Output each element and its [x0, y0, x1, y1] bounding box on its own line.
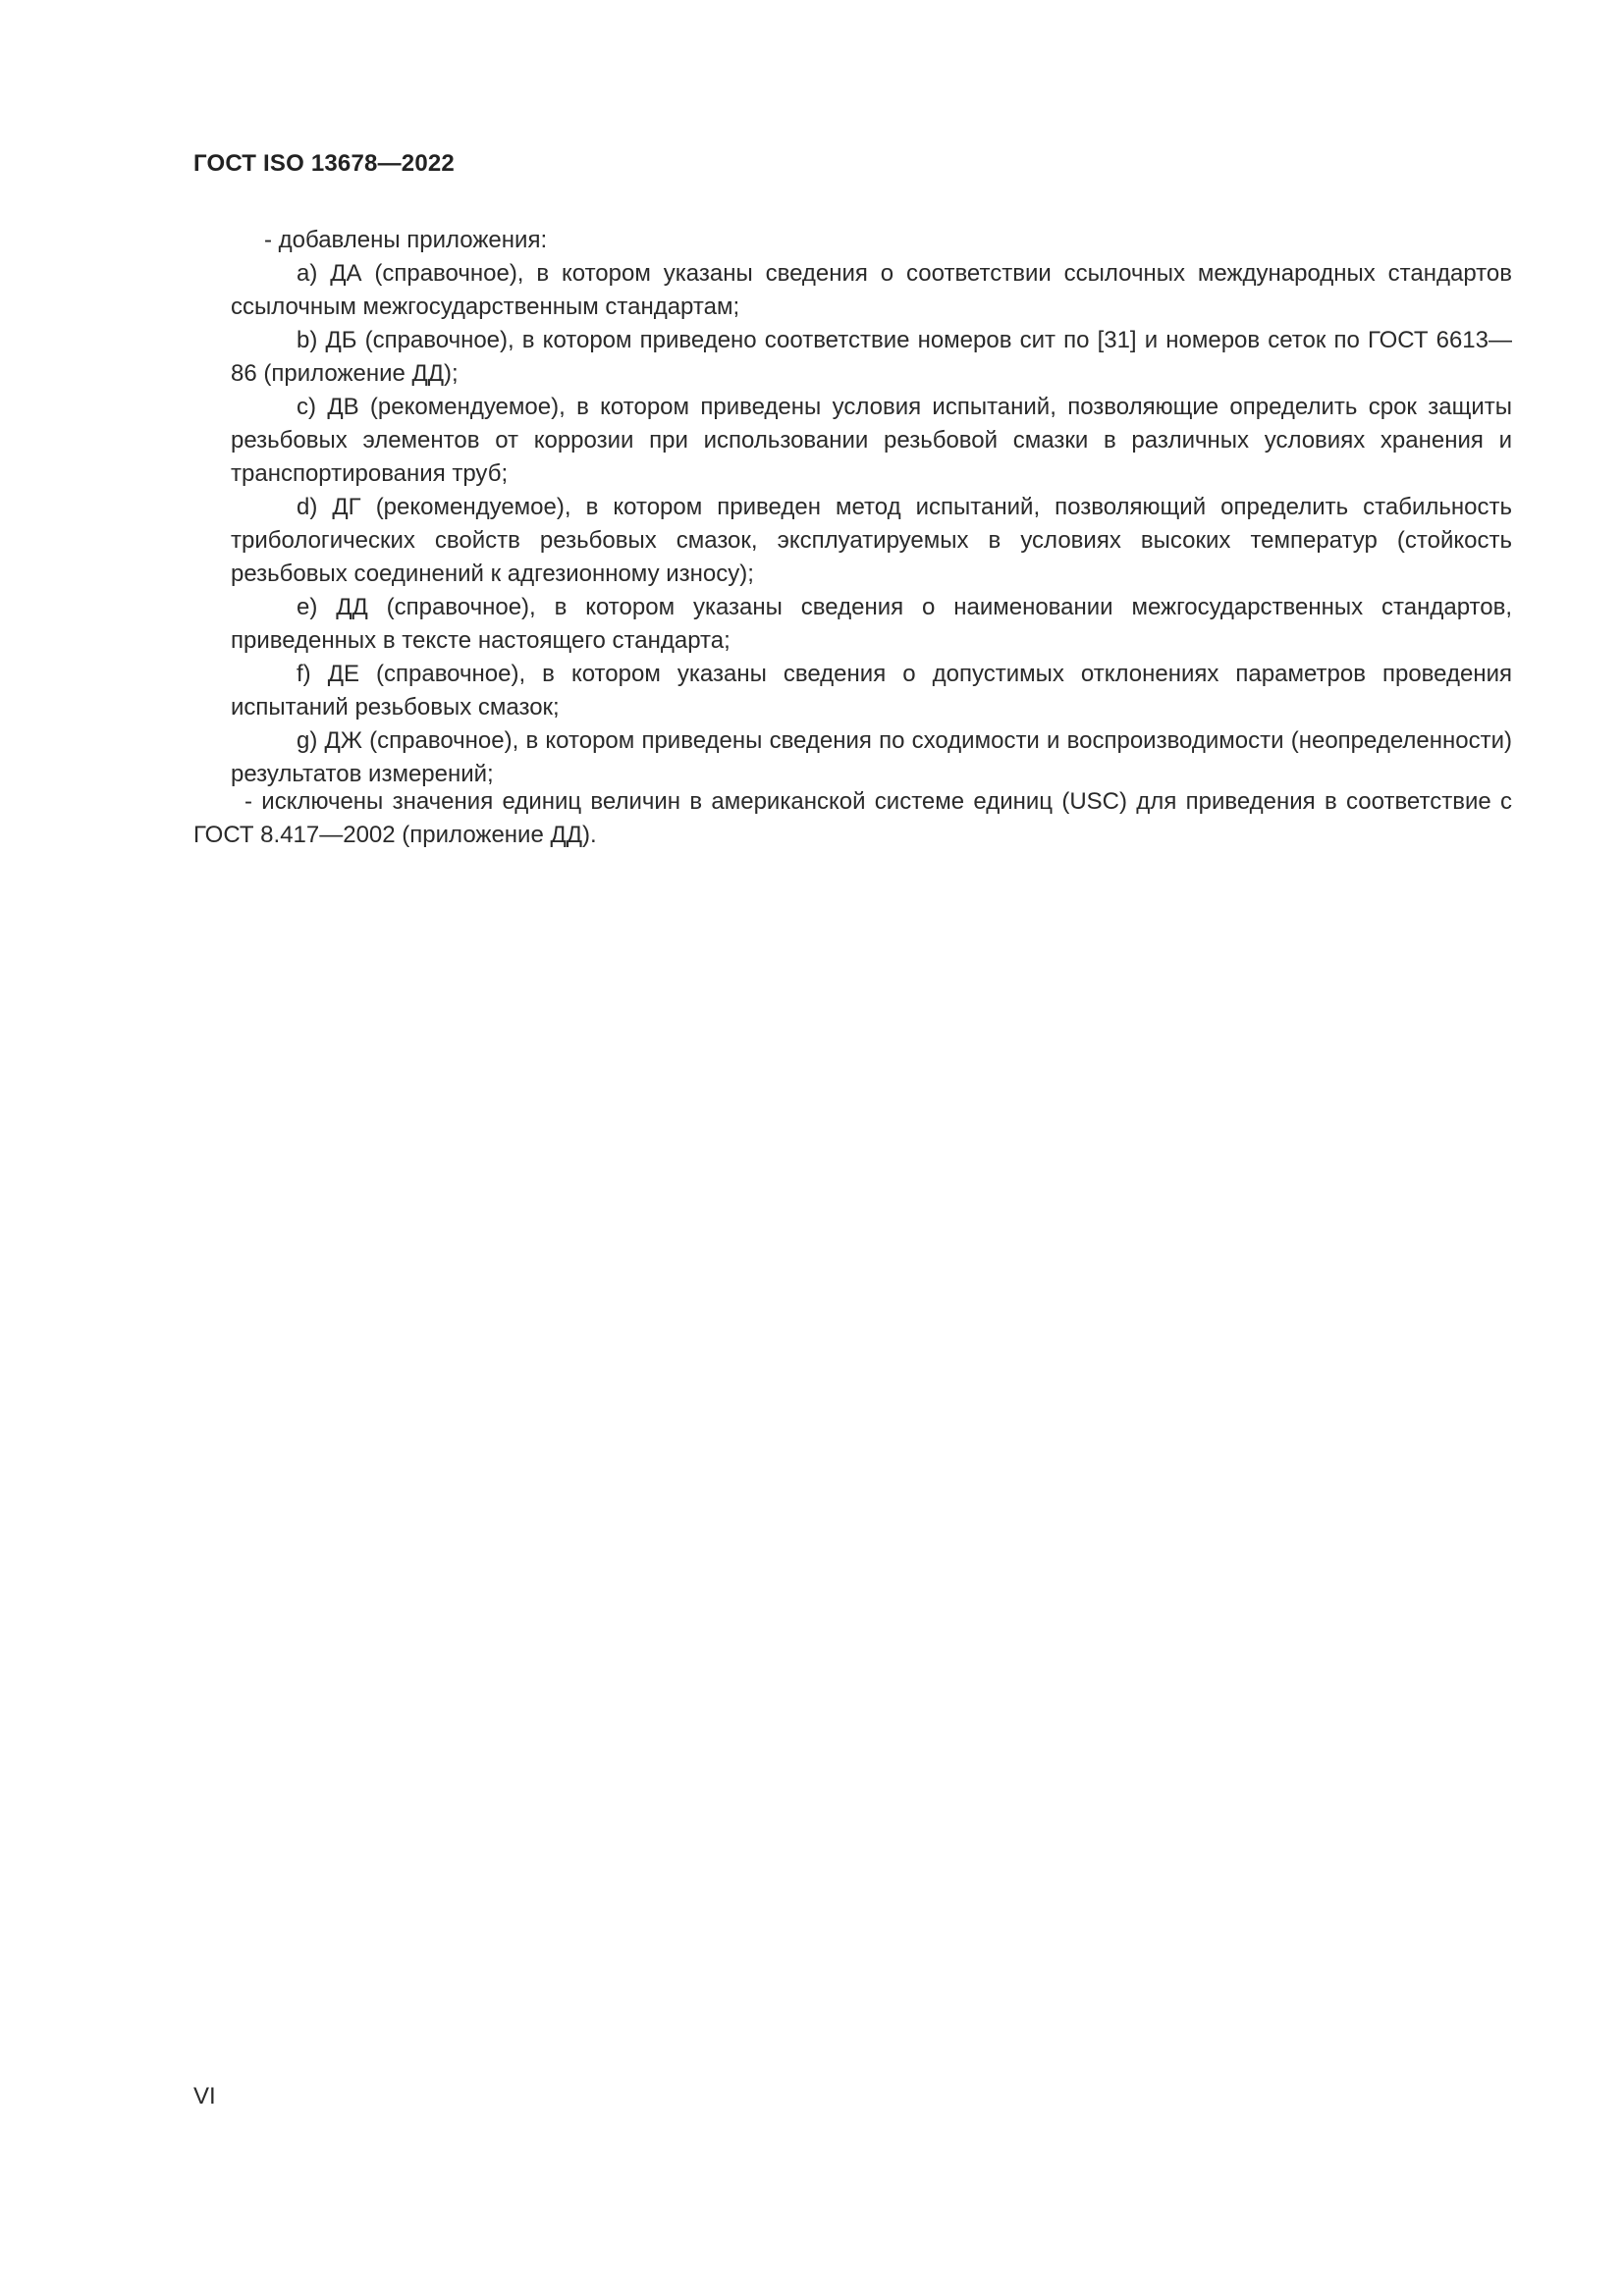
appendix-item-g: g) ДЖ (справочное), в котором приведены сведения по сходимости и воспроизводимости (неопределенности) результатов измерений; [231, 727, 1512, 787]
appendix-item-f: f) ДЕ (справочное), в котором указаны сведения о допустимых отклонениях параметров проведения испытаний резьбовых смазок; [231, 661, 1512, 721]
appendix-item-e: e) ДД (справочное), в котором указаны сведения о наименовании межгосударственных стандартов, приведенных в тексте настоящего стандарта; [231, 594, 1512, 654]
final-paragraph: - исключены значения единиц величин в американской системе единиц (USC) для приведения в соответствие с ГОСТ 8.417—2002 (приложение ДД). [193, 788, 1512, 848]
appendix-item-b: b) ДБ (справочное), в котором приведено соответствие номеров сит по [31] и номеров сеток по ГОСТ 6613—86 (приложение ДД); [231, 327, 1512, 387]
appendix-item-a: a) ДА (справочное), в котором указаны сведения о соответствии ссылочных международных стандартов ссылочным межгосударственным стандартам; [231, 260, 1512, 320]
document-header: ГОСТ ISO 13678—2022 [193, 150, 455, 177]
final-paragraph-block [193, 785, 1512, 852]
appendix-item-d: d) ДГ (рекомендуемое), в котором приведен метод испытаний, позволяющий определить стабильность трибологических свойств резьбовых смазок, эксплуатируемых в условиях высоких температур (стойкость резьбовых соединений к адгезионному износу); [231, 494, 1512, 587]
intro-line: - добавлены приложения: [264, 227, 548, 253]
document-body [231, 224, 1512, 791]
page-number: VI [193, 2083, 216, 2109]
appendix-item-c: c) ДВ (рекомендуемое), в котором приведены условия испытаний, позволяющие определить срок защиты резьбовых элементов от коррозии при использовании резьбовой смазки в различных условиях хранения и транспортирования труб; [231, 394, 1512, 487]
